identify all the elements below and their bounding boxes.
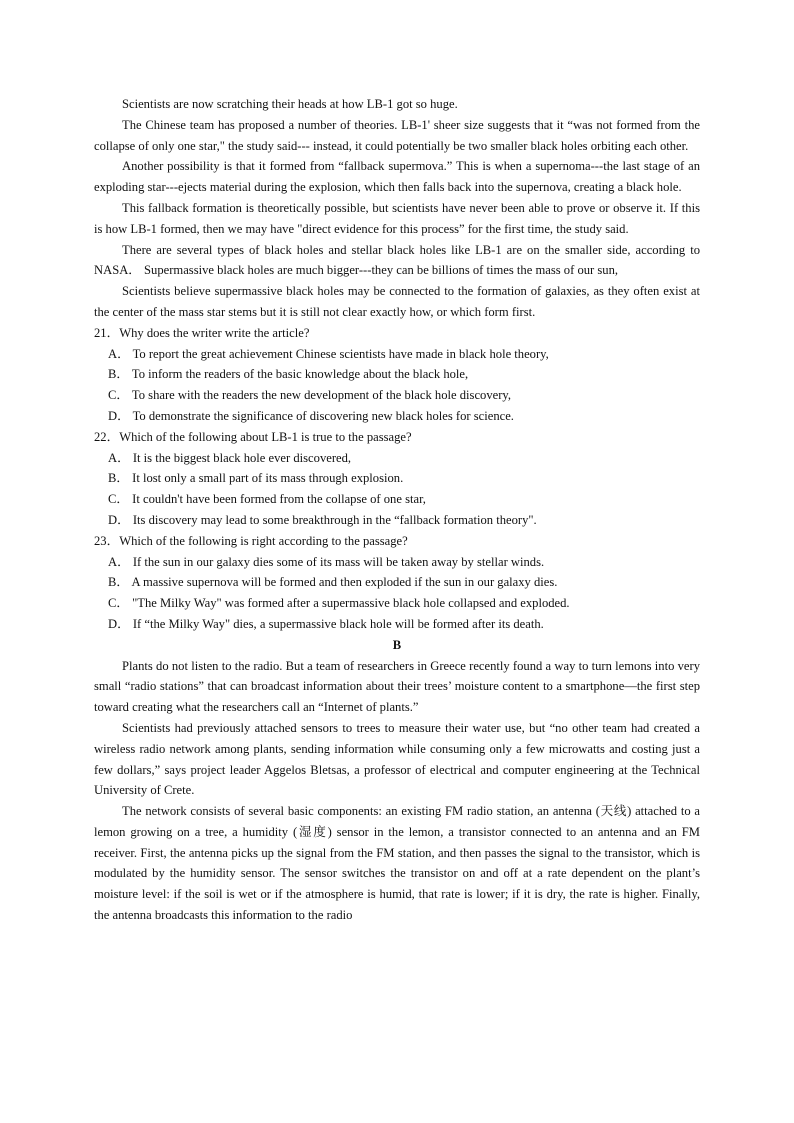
- question-21: [94, 323, 700, 427]
- paragraph: The network consists of several basic components: an existing FM radio station, an antenna (天线) attached to a lemon growing on a tree, a humidity (湿度) sensor in the lemon, a transistor connected to an antenna and an FM receiver. First, the antenna picks up the signal from the FM station, and then passes the signal to the transistor, which is modulated by the humidity sensor. The sensor switches the transistor on and off at a rate dependent on the plant’s moisture level: if the soil is wet or if the atmosphere is humid, that rate is lower; if it is dry, the rate is higher. Finally, the antenna broadcasts this information to the radio: [94, 804, 700, 923]
- paragraph: This fallback formation is theoretically possible, but scientists have never been able to prove or observe it. If this is how LB-1 formed, then we may have "direct evidence for this process” for the first time, the study said.: [94, 200, 700, 236]
- option-a: A． It is the biggest black hole ever discovered,: [108, 450, 352, 465]
- paragraph: There are several types of black holes and stellar black holes like LB-1 are on the smaller side, according to NASA． Supermassive black holes are much bigger---they can be billions of times the mass of our sun,: [94, 242, 700, 278]
- option-d: D． If “the Milky Way" dies, a supermassive black hole will be formed after its death.: [108, 616, 544, 631]
- option-c: C． It couldn't have been formed from the collapse of one star,: [108, 492, 426, 507]
- question-23: [94, 531, 700, 635]
- option-d: D． Its discovery may lead to some breakthrough in the “fallback formation theory".: [108, 512, 537, 527]
- paragraph: The Chinese team has proposed a number of theories. LB-1' sheer size suggests that it “was not formed from the collapse of only one star," the study said--- instead, it could potentially be two smaller black holes orbiting each other.: [94, 117, 700, 153]
- paragraph: Scientists had previously attached sensors to trees to measure their water use, but “no other team had created a wireless radio network among plants, sending information while consuming only a few microwatts and costing just a few dollars,” says project leader Aggelos Bletsas, a professor of electrical and computer engineering at the Technical University of Crete.: [94, 720, 700, 798]
- question-stem: 21．Why does the writer write the article?: [94, 325, 310, 340]
- document-page: [94, 94, 700, 926]
- option-b: B． It lost only a small part of its mass through explosion.: [108, 471, 404, 486]
- paragraph: Another possibility is that it formed from “fallback supermova.” This is when a supernoma---the last stage of an exploding star---ejects material during the explosion, which then falls back into the supernova, creating a black hole.: [94, 159, 700, 195]
- option-b: B． A massive supernova will be formed and then exploded if the sun in our galaxy dies.: [108, 575, 558, 590]
- paragraph: Scientists believe supermassive black holes may be connected to the formation of galaxies, as they often exist at the center of the mass star stems but it is still not clear exactly how, or which form first.: [94, 284, 700, 319]
- option-a: A． If the sun in our galaxy dies some of its mass will be taken away by stellar winds.: [108, 554, 545, 569]
- paragraph: Scientists are now scratching their heads at how LB-1 got so huge.: [122, 97, 458, 111]
- paragraph: Plants do not listen to the radio. But a team of researchers in Greece recently found a way to turn lemons into very small “radio stations” that can broadcast information about their trees’ moisture content to a smartphone—the first step toward creating what the researchers call an “Internet of plants.”: [94, 658, 700, 715]
- section-heading: B: [392, 637, 402, 652]
- option-b: B． To inform the readers of the basic knowledge about the black hole,: [108, 367, 469, 382]
- question-22: [94, 427, 700, 531]
- question-stem: 23．Which of the following is right according to the passage?: [94, 533, 408, 548]
- option-c: C． To share with the readers the new development of the black hole discovery,: [108, 388, 512, 403]
- option-c: C． "The Milky Way" was formed after a supermassive black hole collapsed and exploded.: [108, 596, 570, 611]
- option-d: D． To demonstrate the significance of discovering new black holes for science.: [108, 408, 514, 423]
- option-a: A． To report the great achievement Chinese scientists have made in black hole theory,: [108, 346, 549, 361]
- question-stem: 22．Which of the following about LB-1 is true to the passage?: [94, 429, 412, 444]
